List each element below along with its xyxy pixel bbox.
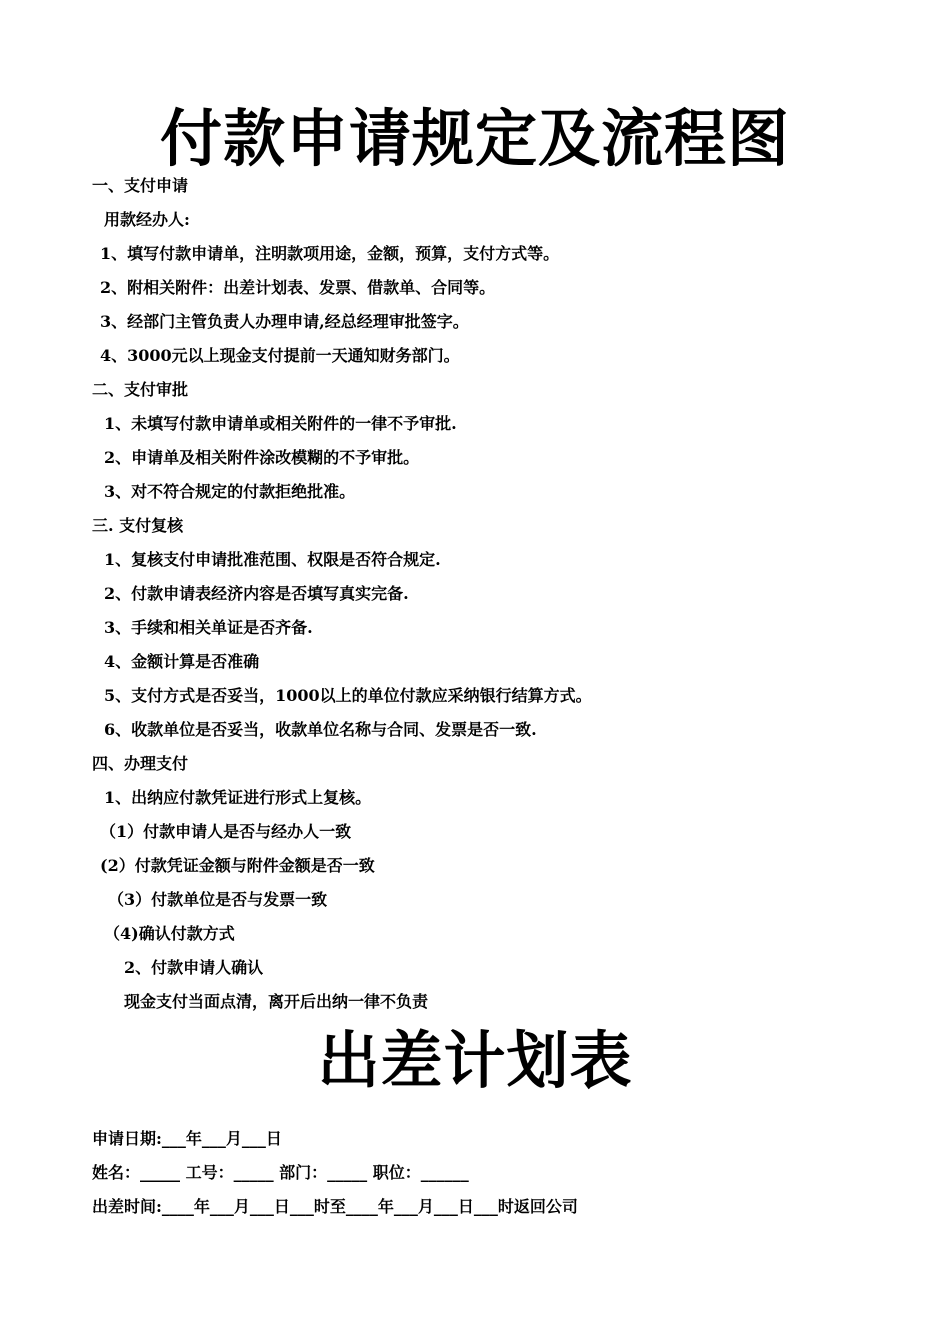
doc-line: 3、对不符合规定的付款拒绝批准。 xyxy=(104,482,356,501)
doc-line: 1、出纳应付款凭证进行形式上复核。 xyxy=(104,788,372,807)
doc-line: 1、填写付款申请单，注明款项用途，金额，预算，支付方式等。 xyxy=(100,244,560,263)
doc-line: （4)确认付款方式 xyxy=(104,924,235,943)
doc-line: (2）付款凭证金额与附件金额是否一致 xyxy=(100,856,375,875)
form-field-trip-time: 出差时间:____年___月___日___时至____年___月___日___时返回公司 xyxy=(92,1197,578,1216)
doc-line: 4、金额计算是否准确 xyxy=(104,652,260,671)
page-title: 付款申请规定及流程图 xyxy=(159,102,790,175)
form-field-date: 申请日期:___年___月___日 xyxy=(92,1129,282,1148)
section-heading-3: 三. 支付复核 xyxy=(92,516,184,535)
section-heading-4: 四、办理支付 xyxy=(92,754,189,773)
doc-line: 5、支付方式是否妥当，1000以上的单位付款应采纳银行结算方式。 xyxy=(104,686,592,705)
doc-line: 2、付款申请表经济内容是否填写真实完备. xyxy=(104,584,409,603)
doc-line: 用款经办人: xyxy=(104,210,190,229)
doc-line: 2、申请单及相关附件涂改模糊的不予审批。 xyxy=(104,448,420,467)
doc-line: （1）付款申请人是否与经办人一致 xyxy=(100,822,352,841)
doc-line: 2、附相关附件：出差计划表、发票、借款单、合同等。 xyxy=(100,278,496,297)
doc-line: 3、经部门主管负责人办理申请,经总经理审批签字。 xyxy=(100,312,469,331)
form-title: 出差计划表 xyxy=(317,1024,633,1097)
section-heading-2: 二、支付审批 xyxy=(92,380,189,399)
doc-line: 1、复核支付申请批准范围、权限是否符合规定. xyxy=(104,550,441,569)
doc-line: 1、未填写付款申请单或相关附件的一律不予审批. xyxy=(104,414,457,433)
doc-line: （3）付款单位是否与发票一致 xyxy=(108,890,328,909)
doc-line: 2、付款申请人确认 xyxy=(124,958,264,977)
doc-line: 3、手续和相关单证是否齐备. xyxy=(104,618,313,637)
doc-line: 4、3000元以上现金支付提前一天通知财务部门。 xyxy=(100,346,460,365)
section-heading-1: 一、支付申请 xyxy=(92,176,189,195)
doc-line: 现金支付当面点清，离开后出纳一律不负责 xyxy=(124,992,429,1011)
form-field-personnel: 姓名：_____ 工号：_____ 部门：_____ 职位：______ xyxy=(92,1163,469,1182)
doc-line: 6、收款单位是否妥当，收款单位名称与合同、发票是否一致. xyxy=(104,720,537,739)
